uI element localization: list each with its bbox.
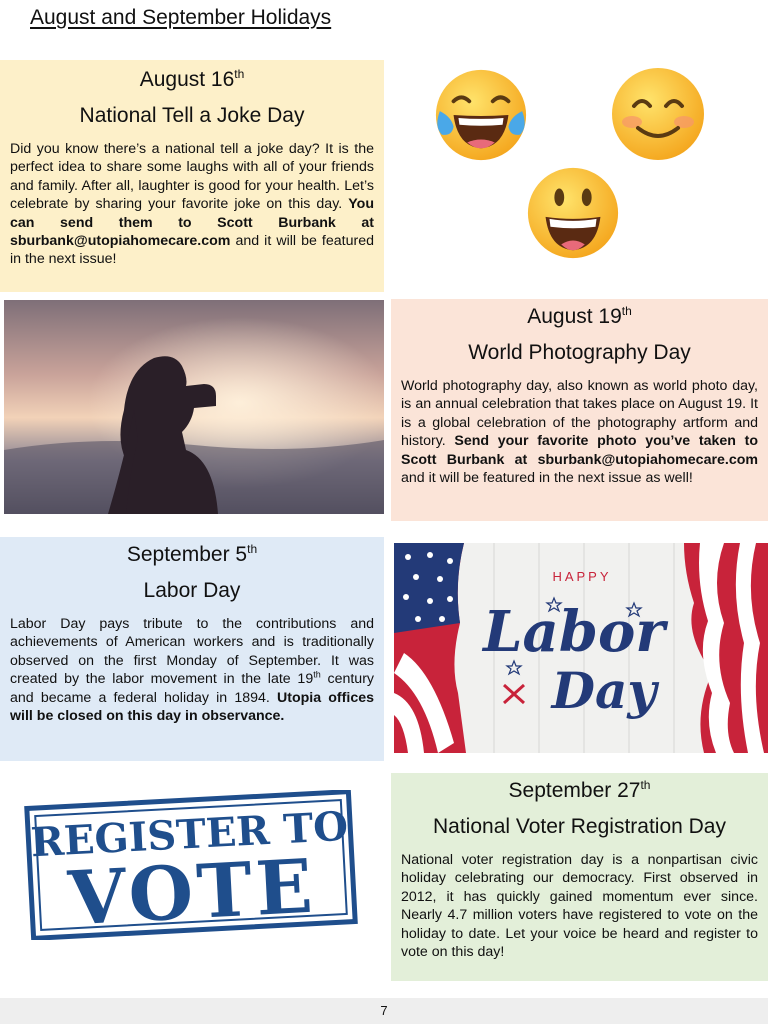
section-voter-registration-day [391, 773, 768, 981]
labor-text: Labor [483, 599, 665, 665]
description-text: Did you know there’s a national tell a joke day? It is the perfect idea to share some laughs with all of your friends and family. After all, laughter is good for your health. Let’s celebrate by sharing your favorite joke on this day. [10, 141, 374, 213]
description-tail: and it will be featured in the next issue! [10, 233, 374, 268]
holiday-description [10, 615, 374, 725]
register-to-vote-stamp [24, 790, 358, 940]
section-labor-day [0, 537, 384, 761]
holiday-description [401, 377, 758, 487]
photographer-silhouette-photo [4, 300, 384, 514]
holiday-name: World Photography Day [468, 341, 691, 364]
holiday-name: National Voter Registration Day [433, 815, 726, 838]
page-number: 7 [380, 1003, 388, 1018]
section-tell-a-joke-day [0, 60, 384, 292]
description-bold: Utopia offices will be closed on this day in observance. [10, 689, 374, 725]
day-text: Day [551, 661, 657, 720]
page-title: August and September Holidays [30, 6, 332, 29]
happy-text: HAPPY [552, 569, 612, 584]
description-suffix: th [313, 669, 321, 680]
description-bold: Send your favorite photo you’ve taken to Scott Burbank at sburbank@utopiahomecare.com [401, 433, 758, 468]
register-to-text: REGISTER TO [29, 802, 350, 867]
description-tail: and it will be featured in the next issue as well! [401, 470, 693, 487]
section-date [10, 543, 374, 567]
description-text-2: century and became a federal holiday in 1894. [10, 671, 375, 706]
holiday-name: Labor Day [143, 579, 241, 602]
smiling-blush-emoji-icon [608, 64, 708, 164]
section-date [401, 779, 758, 803]
grinning-emoji-icon [524, 164, 622, 262]
page-footer [0, 998, 768, 1024]
vote-text: VOTE [66, 843, 319, 940]
section-date [401, 305, 758, 329]
date-text: August 19 [527, 305, 622, 328]
date-text: September 27 [508, 779, 641, 802]
date-text: August 16 [139, 68, 235, 91]
holiday-description: National voter registration day is a nonpartisan civic holiday celebrating our democracy. First observed in 2012, it has quickly gained momentum ever since. Nearly 4.7 million voters have registered to vote on the holiday to date. Let your voice be heard and register to vote on this day! [401, 852, 758, 961]
date-suffix: th [234, 67, 245, 81]
section-world-photography-day [391, 299, 768, 521]
date-text: September 5 [126, 543, 248, 566]
section-date [10, 68, 374, 92]
description-text: World photography day, also known as world photo day, is an annual celebration that takes place on August 19. It is a global celebration of the photography artform and history. [401, 378, 758, 450]
date-suffix: th [621, 304, 632, 318]
tears-of-joy-emoji-icon [432, 66, 530, 164]
holiday-name: National Tell a Joke Day [79, 104, 305, 127]
date-suffix: th [640, 778, 651, 792]
description-bold: You can send them to Scott Burbank at sburbank@utopiahomecare.com [10, 196, 374, 250]
description-text: Labor Day pays tribute to the contributions and achievements of American workers and is traditionally observed on the first Monday of September. It was created by the labor movement in the late 19 [10, 616, 374, 688]
date-suffix: th [247, 542, 258, 556]
happy-labor-day-graphic [394, 543, 768, 753]
holiday-description [10, 140, 374, 269]
